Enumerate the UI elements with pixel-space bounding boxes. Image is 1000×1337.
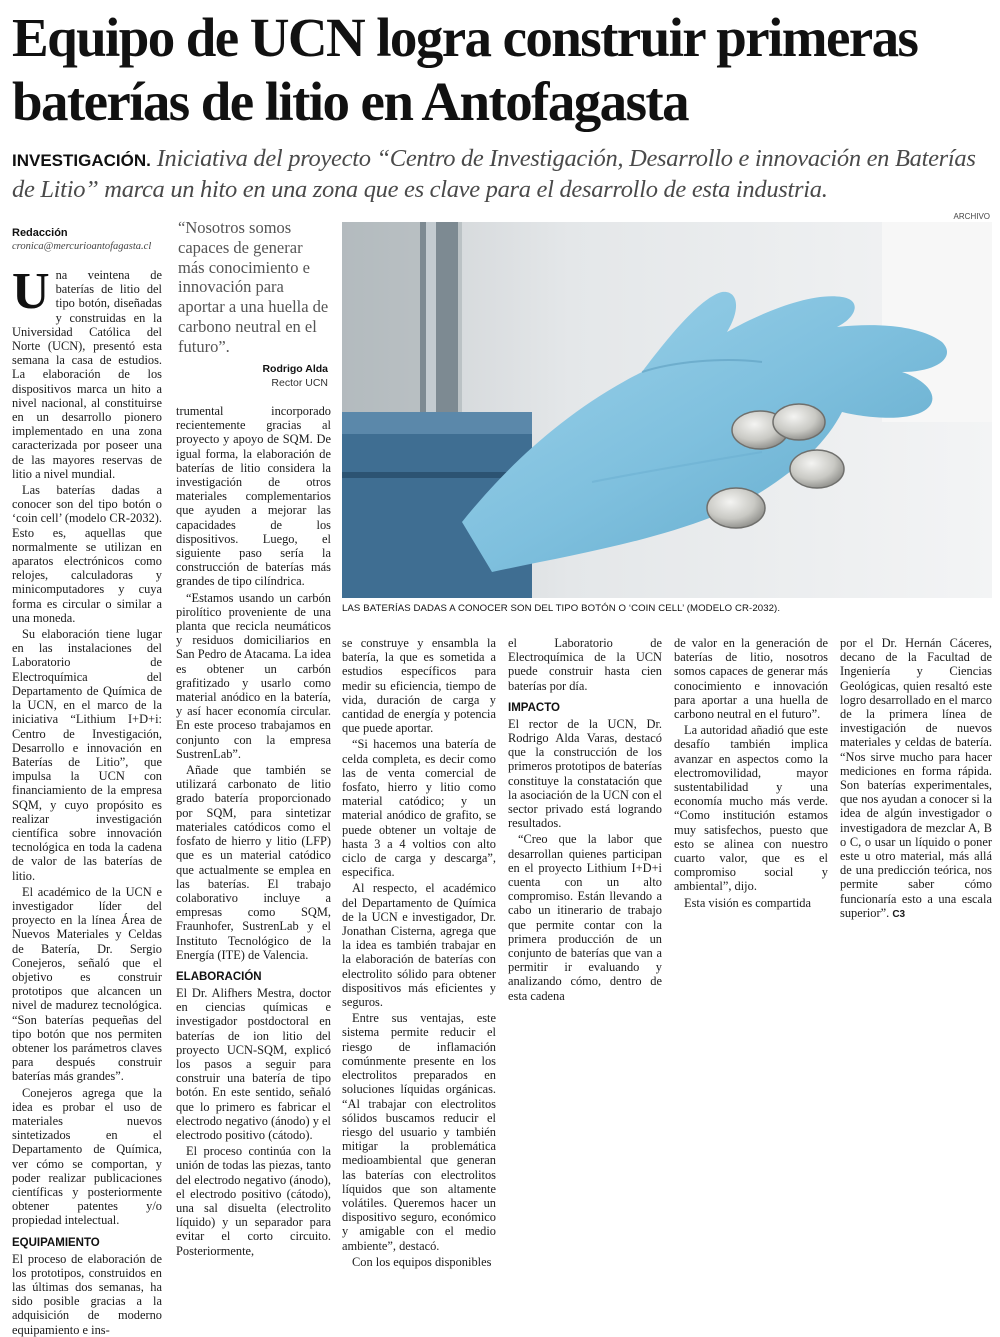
deck [12, 144, 992, 204]
pull-quote: “Nosotros somos capaces de generar más conocimiento e innovación para aportar a una huella de carbono neutral en el futuro”. [178, 218, 329, 356]
kicker: INVESTIGACIÓN. [12, 151, 151, 170]
paragraph: trumental incorporado recientemente gracias al proyecto y apoyo de SQM. De igual forma, la elaboración de baterías de litio considera la investigación de otros materiales complementarios que ayuden a mejorar las capacidades de los dispositivos. Luego, el siguiente paso sería la construcción de baterías más grandes de tipo cilíndrica. [176, 404, 331, 589]
paragraph: El académico de la UCN e investigador líder del proyecto en la línea Área de Nuevos Materiales y Celdas de Batería, Dr. Sergio Conejeros, señaló que el objetivo es construir prototipos que alcancen un nivel de madurez tecnológica. “Son baterías pequeñas del tipo botón que nos permiten obtener los parámetros claves para después construir baterías más grandes”. [12, 884, 162, 1084]
byline [12, 226, 172, 254]
paragraph: Con los equipos disponibles [352, 1254, 492, 1269]
paragraph: Añade que también se utilizará carbonato de litio grado batería proporcionado por SQM, para sintetizar materiales catódicos como el fosfato de hierro y litio (LFP) que es un material catódico que actualmente se emplea en las baterías. El trabajo colaborativo incluye a empresas como SQM, Fraunhofer, SustrenLab y el Instituto Tecnológico de la Energía (ITE) de Valencia. [176, 763, 331, 962]
article-photo [342, 222, 992, 598]
pull-quote-author: Rodrigo Alda [262, 363, 328, 375]
subhead-equipamiento: EQUIPAMIENTO [12, 1236, 100, 1249]
photo-caption: LAS BATERÍAS DADAS A CONOCER SON DEL TIPO BOTÓN O ‘COIN CELL’ (MODELO CR-2032). [342, 603, 781, 614]
paragraph: Conejeros agrega que la idea es probar el uso de materiales nuevos sintetizados en el Departamento de Química, ver cómo se comportan, y poder realizar publicaciones científicas y posteriormente obtener patentes y/o propiedad intelectual. [12, 1085, 162, 1228]
paragraph: Las baterías dadas a conocer son del tipo botón o ‘coin cell’ (modelo CR-2032). Esto es, aquellas que normalmente se utilizan en aparatos electrónicos como relojes, calculadoras y minicomputadores y cuya forma es circular o similar a una moneda. [12, 483, 162, 625]
deck-text: Iniciativa del proyecto “Centro de Investigación, Desarrollo e innovación en Baterías de Litio” marca un hito en una zona que es clave para el desarrollo de esta industria. [12, 145, 976, 203]
paragraph [12, 263, 162, 481]
paragraph: Su elaboración tiene lugar en las instalaciones del Laboratorio de Electroquímica del Departamento de Química de la UCN, en el marco de la iniciativa “Lithium I+D+i: Centro de Investigación, Desarrollo e innovación en Baterías de Litio”, que impulsa la UCN con financiamiento de la empresa SQM, y cuyo propósito es realizar investigación científica sobre innovación tecnológica en toda la cadena de valor de las baterías de litio. [12, 627, 162, 883]
paragraph: “Estamos usando un carbón pirolítico proveniente de una planta que recicla neumáticos y residuos domiciliarios en San Pedro de Atacama. La idea es obtener un carbón grafitizado y usarlo como material anódico en la batería, y así hacer economía circular. En este proceso trabajamos en conjunto con la empresa SustrenLab”. [176, 590, 331, 761]
paragraph-text: por el Dr. Hernán Cáceres, decano de la Facultad de Ingeniería y Ciencias Geológicas, quien resaltó este logro desarrollado en el marco de la primera línea de investigación de nuevos materiales y celdas de batería. “Nos sirve mucho para hacer mediciones en forma rápida. Son baterías experimentales, que nos ayudan a conocer si la idea de algún investigador o investigadora de mezclar A, B o C, o usar un líquido o poner este u otro material, más allá de una predicción teórica, nos permite saber cómo funcionaría esto a una escala superior”. [840, 636, 992, 920]
paragraph: Esta visión es compartida [684, 895, 811, 910]
drop-cap: U [12, 263, 50, 320]
paragraph: Al respecto, el académico del Departamento de Química de la UCN e investigador, Dr. Jonathan Cisterna, agrega que la idea es también trabajar en la elaboración de baterías con electrolito sólido para obtener dispositivos más eficientes y seguros. [342, 881, 496, 1010]
headline: Equipo de UCN logra construir primeras baterías de litio en Antofagasta [12, 7, 918, 132]
paragraph: El rector de la UCN, Dr. Rodrigo Alda Varas, destacó que la construcción de los primeros prototipos de baterías constituye la constatación que la asociación de la UCN con el sector privado está logrando resultados. [508, 716, 662, 831]
paragraph: el Laboratorio de Electroquímica de la UCN puede construir hasta cien baterías por día. [508, 636, 662, 693]
subhead-elaboracion: ELABORACIÓN [176, 970, 262, 983]
paragraph: “Creo que la labor que desarrollan quienes participan en el proyecto Lithium I+D+i cuenta con un alto compromiso. Están llevando a cabo un itinerario de trabajo que permite contar con la primera producción de un conjunto de baterías que van a permitir ir evaluando y analizando cómo, dentro de esta cadena [508, 832, 662, 1003]
article-column-1 [12, 263, 162, 1337]
photo-credit: ARCHIVO [953, 212, 990, 221]
paragraph: La autoridad añadió que este desafío también implica avanzar en aspectos como la electromovilidad, mayor sustentabilidad y una economía mucho más verde. “Como institución estamos muy satisfechos, puesto que esto se alinea con nuestro cuarto valor, que es el compromiso social y ambiental”, dijo. [674, 723, 828, 894]
article-column-5 [674, 636, 828, 926]
end-mark: C3 [892, 908, 906, 920]
paragraph [840, 636, 992, 922]
paragraph: El Dr. Alifhers Mestra, doctor en ciencias químicas e investigador postdoctoral en baterías de ion litio del proyecto UCN-SQM, explicó los pasos a seguir para construir una batería de tipo botón. En este sentido, señaló que lo primero es fabricar el electrodo negativo (ánodo) y el electrodo positivo (cátodo). [176, 985, 331, 1142]
byline-email[interactable]: cronica@mercurioantofagasta.cl [12, 241, 152, 252]
article-column-2 [176, 404, 331, 1258]
pull-quote-role: Rector UCN [271, 377, 328, 389]
pull-quote-attribution [178, 362, 328, 390]
paragraph: se construye y ensambla la batería, la que es sometida a estudios específicos para medir su eficiencia, tiempo de vida, duración de carga y cantidad de energía y potencia que puede aportar. [342, 636, 496, 736]
byline-name: Redacción [12, 227, 68, 239]
article-column-3 [342, 636, 496, 1269]
paragraph: de valor en la generación de baterías de litio, nosotros somos capaces de generar más conocimiento e innovación para aportar a una huella de carbono neutral en el futuro”. [674, 636, 828, 722]
paragraph: El proceso continúa con la unión de todas las piezas, tanto del electrodo negativo (ánodo), el electrodo positivo (cátodo), una sal disuelta (electrolito líquido) y un separador para evitar el corto circuito. Posteriormente, [176, 1144, 331, 1258]
paragraph: Entre sus ventajas, este sistema permite reducir el riesgo de inflamación comúnmente presente en los electrolitos preparados en soluciones líquidas orgánicas. “Al trabajar con electrolitos sólidos buscamos reducir el riesgo del usuario y también mitigar la problemática medioambiental que generan las baterías con electrolitos líquidos que son altamente volátiles. Queremos hacer un dispositivo seguro, económico y amigable con el medio ambiente”, destacó. [342, 1011, 496, 1253]
paragraph: El proceso de elaboración de los prototipos, construidos en las últimas dos semanas, ha sido posible gracias a la adquisición de moderno equipamiento e ins- [12, 1251, 162, 1337]
paragraph: “Si hacemos una batería de celda completa, es decir como las de venta comercial de fosfato, hierro y litio como material catódico; y un material anódico de grafito, se puede obtener un voltaje de hasta 3 a 4 voltios con alto ciclo de carga y descarga”, especifica. [342, 737, 496, 880]
subhead-impacto: IMPACTO [508, 701, 560, 714]
article-column-6 [840, 636, 992, 936]
gloved-hand-with-coin-cells-illustration [342, 222, 992, 598]
paragraph-text: na veintena de baterías de litio del tipo botón, diseñadas y construidas en la Universidad Católica del Norte (UCN), presentó esta semana la casa de estudios. La elaboración de los dispositivos marca un hito a nivel nacional, al constituirse en un desarrollo pionero implementado en una zona caracterizada por poseer una de las mayores reservas de litio a nivel mundial. [12, 268, 162, 481]
article-column-4 [508, 636, 662, 1003]
